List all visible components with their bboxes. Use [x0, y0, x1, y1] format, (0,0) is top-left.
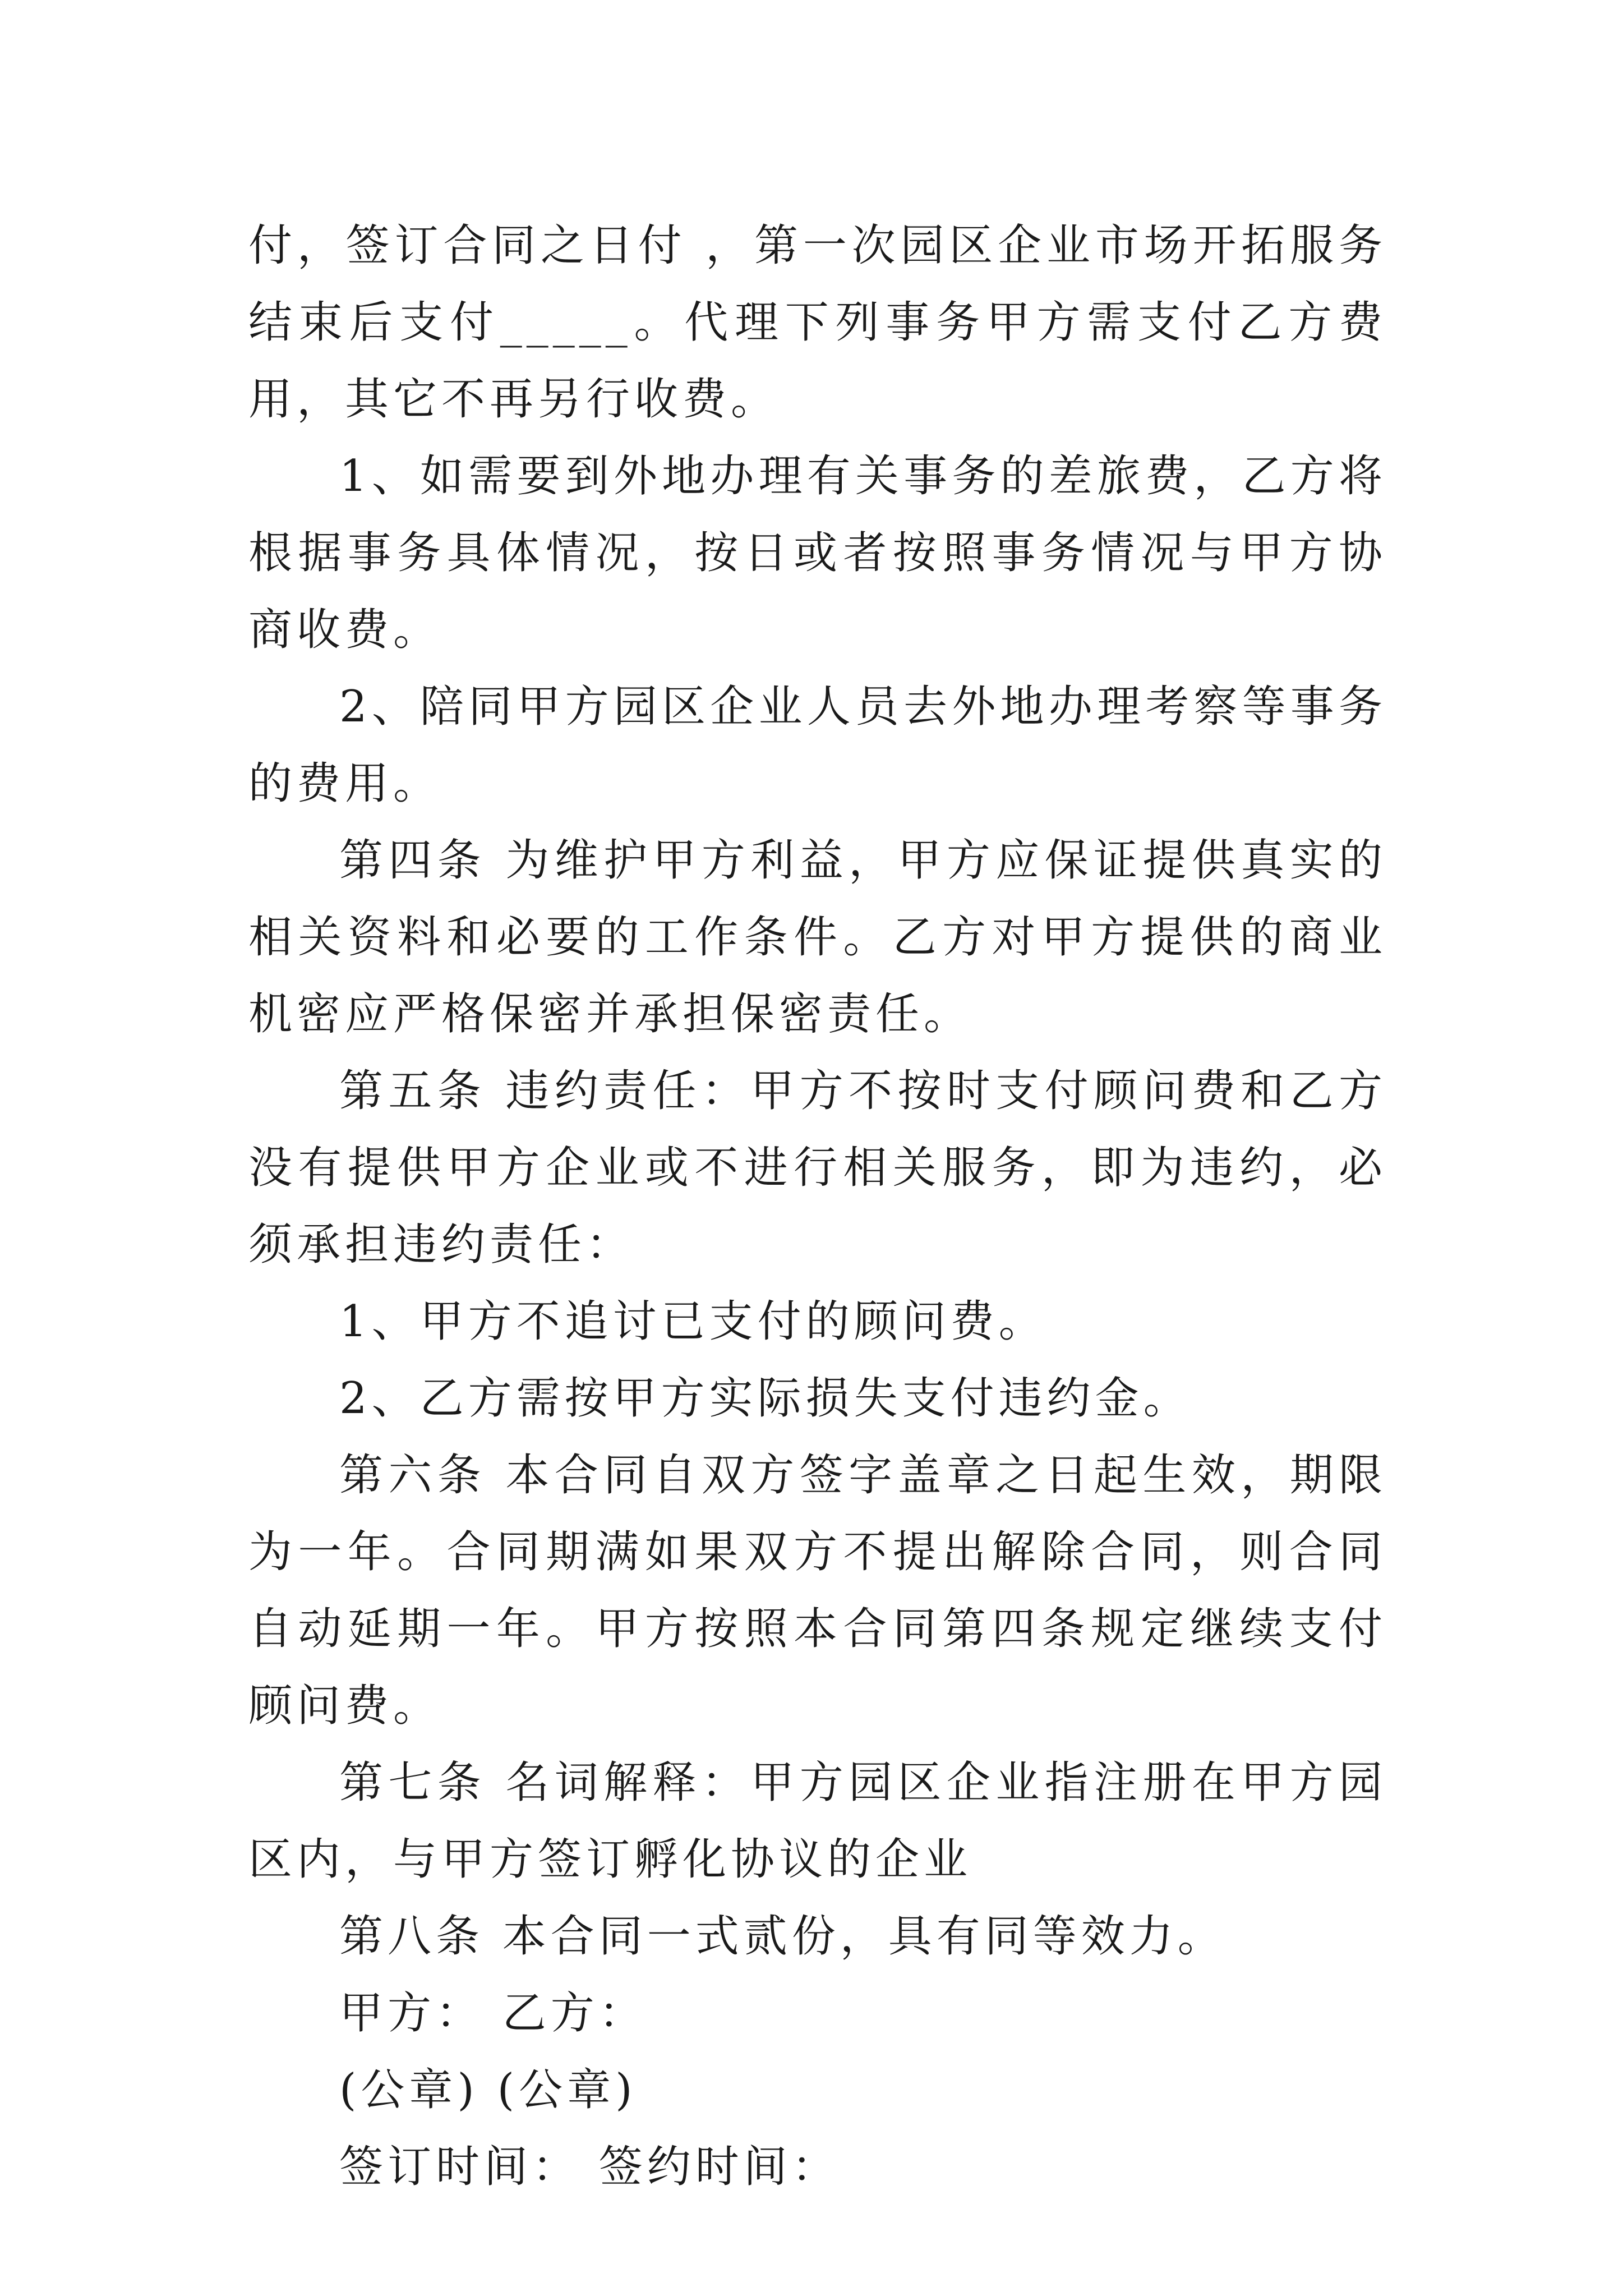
paragraph-article-8: 第八条 本合同一式贰份，具有同等效力。: [339, 1911, 1226, 1962]
signature-dates: 签订时间： 签约时间：: [339, 2142, 840, 2192]
paragraph-travel-expenses: 1、如需要到外地办理有关事务的差旅费，乙方将根据事务具体情况，按日或者按照事务情况与甲方协商收费。: [248, 451, 1387, 655]
paragraph-article-5: 第五条 违约责任：甲方不按时支付顾问费和乙方没有提供甲方企业或不进行相关服务，即为违约，必须承担违约责任：: [248, 1066, 1387, 1270]
paragraph-article-4: 第四条 为维护甲方利益，甲方应保证提供真实的相关资料和必要的工作条件。乙方对甲方提供的商业机密应严格保密并承担保密责任。: [248, 835, 1387, 1039]
paragraph-article-6: 第六条 本合同自双方签字盖章之日起生效，期限为一年。合同期满如果双方不提出解除合同，则合同自动延期一年。甲方按照本合同第四条规定继续支付顾问费。: [248, 1450, 1387, 1731]
paragraph-payment-terms: 付，签订合同之日付 ，第一次园区企业市场开拓服务结束后支付_____。代理下列事务甲方需支付乙方费用，其它不再另行收费。: [248, 220, 1387, 425]
signature-seals: (公章) (公章): [339, 2065, 637, 2115]
signature-parties: 甲方： 乙方：: [339, 1988, 647, 2039]
paragraph-inspection-expenses: 2、陪同甲方园区企业人员去外地办理考察等事务的费用。: [248, 682, 1387, 809]
paragraph-breach-item-1: 1、甲方不追讨已支付的顾问费。: [339, 1296, 1047, 1347]
contract-body: [248, 208, 1387, 2206]
paragraph-article-7: 第七条 名词解释：甲方园区企业指注册在甲方园区内，与甲方签订孵化协议的企业: [248, 1757, 1387, 1885]
paragraph-breach-item-2: 2、乙方需按甲方实际损失支付违约金。: [339, 1373, 1192, 1424]
